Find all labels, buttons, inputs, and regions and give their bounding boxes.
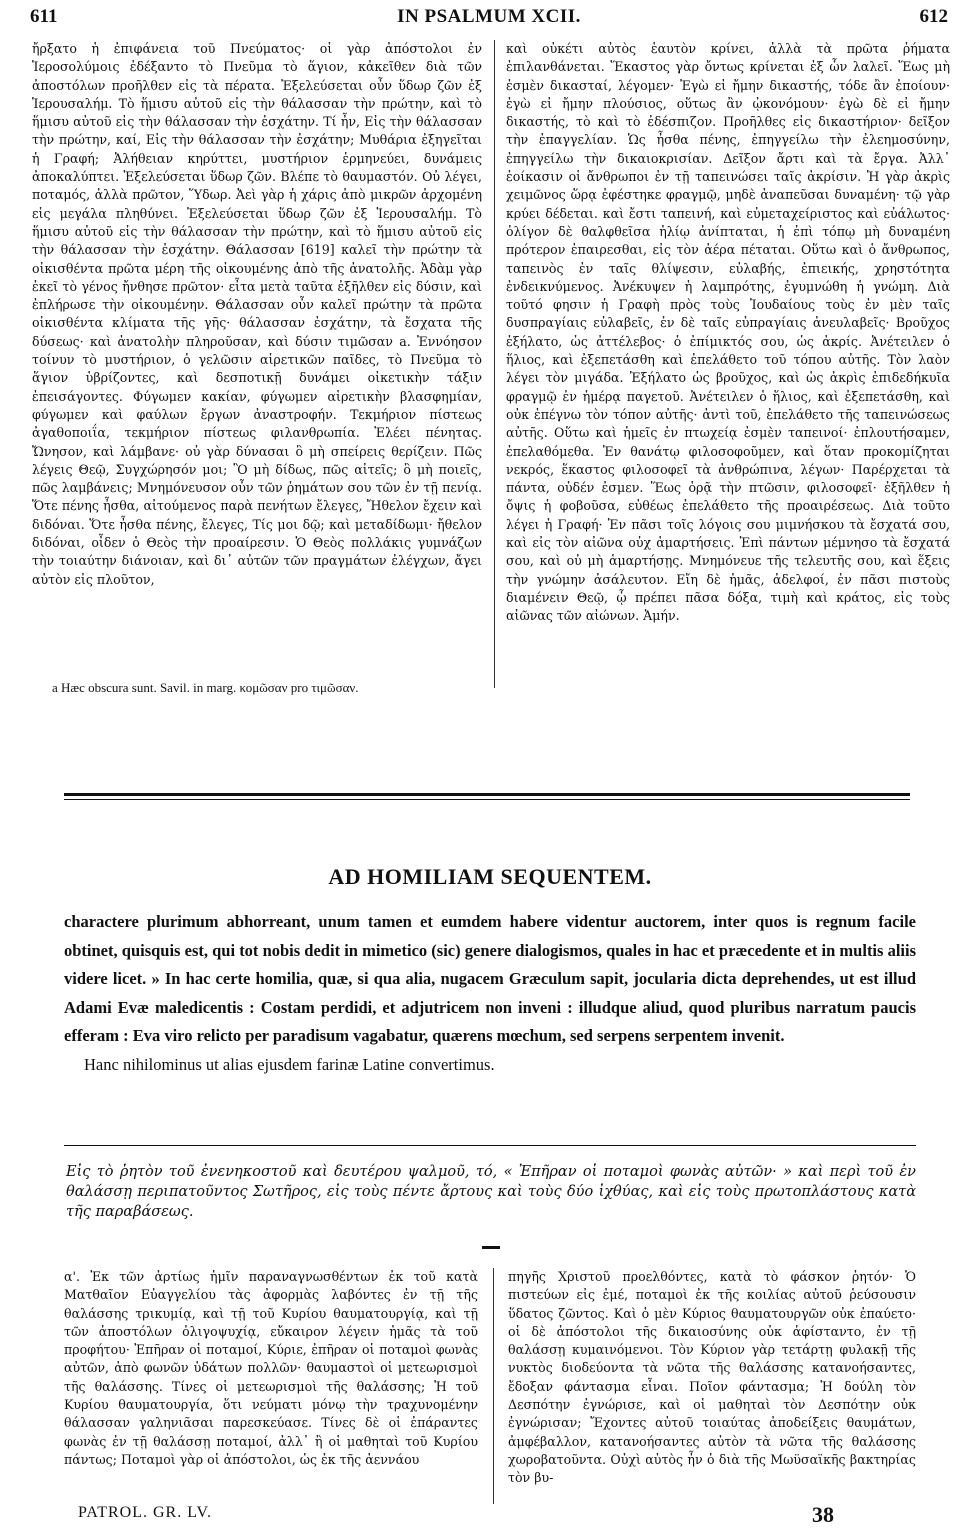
preface-text <box>64 908 916 1080</box>
top-left-column <box>32 40 482 589</box>
bottom-right-text: πηγῆς Χριστοῦ προελθόντες, κατὰ τὸ φάσκον ῥητόν· Ὁ πιστεύων εἰς ἐμέ, ποταμοὶ ἐκ τῆς κοιλίας αὐτοῦ ῥεύσουσιν ὕδατος ζῶντος. Καὶ ὁ μὲν Κύριος θαυματουργῶν οὐκ ἐπαύετο· οἱ δὲ ἀπόστολοι τῆς δικαιοσύνης οὐκ ἀφίσταντο, ἐν τῇ θαλάσσῃ κυμαινόμενοι. Τὸν Κύριον γὰρ τετάρτῃ φυλακῇ τῆς νυκτὸς διοδεύοντα τὰ νῶτα τῆς θαλάσσης κατανοήσαντες, ἔδοξαν φάντασμα εἶναι. Ποῖον φάντασμα; Ἡ δούλη τὸν Δεσπότην ἐγνώρισε, καὶ οἱ μαθηταὶ τὸν Δεσπότην οὐκ ἐγνώρισαν; Ἔχοντες αὐτοῦ τοιαύτας ἀποδείξεις θαυμάτων, ἀμφέβαλλον, κατανοήσαντες αὐτὸν τὰ νῶτα τῆς θαλάσσης χωροβατοῦντα. Οὐχὶ αὐτὸς ἦν ὁ διὰ τῆς Μωϋσαϊκῆς βακτηρίας τὸν βυ- <box>508 1269 916 1486</box>
homily-title: Εἰς τὸ ῥητὸν τοῦ ἐνενηκοστοῦ καὶ δευτέρου ψαλμοῦ, τό, « Ἐπῆραν οἱ ποταμοὶ φωνὰς αὐτῶν· » καὶ περὶ τοῦ ἐν θαλάσσῃ περιπατοῦντος Σωτῆρος, εἰς τοὺς πέντε ἄρτους καὶ τοὺς δύο ἰχθύας, καὶ εἰς τοὺς πρωτοπλάστους κατὰ τῆς παραβάσεως. <box>66 1164 916 1220</box>
title-dash <box>482 1246 500 1249</box>
running-head <box>30 6 948 30</box>
double-rule-top <box>64 793 910 796</box>
preface-paragraph-2: Hanc nihilominus ut alias ejusdem farinæ Latine convertimus. <box>84 1054 495 1074</box>
sheet-number: 38 <box>812 1502 834 1527</box>
footnote: a Hæc obscura sunt. Savil. in marg. κομῶσαν pro τιμῶσαν. <box>52 680 359 695</box>
bottom-right-column <box>508 1268 916 1488</box>
bottom-left-text: α'. Ἐκ τῶν ἀρτίως ἡμῖν παραναγνωσθέντων ἐκ τοῦ κατὰ Ματθαῖον Εὐαγγελίου τὰς ἀφορμὰς λαβόντες ἐν τῇ τῆς θαλάσσης τρικυμίᾳ, καὶ τῇ τοῦ Κυρίου θαυματουργίᾳ, καὶ τῇ τῶν ἀποστόλων ὀλιγοψυχίᾳ, εὔκαιρον λέγειν ἡμᾶς τὰ τοῦ προφήτου· Ἐπῆραν οἱ ποταμοί, Κύριε, ἐπῆραν οἱ ποταμοὶ φωνὰς αὐτῶν, ἀπὸ φωνῶν ὑδάτων πολλῶν· θαυμαστοὶ οἱ μετεωρισμοὶ τῆς θαλάσσης. Τίνες οἱ μετεωρισμοὶ τῆς θαλάσσης; Ἡ τοῦ Κυρίου θαυματουργία, ὅτι νεύματι μόνῳ τὴν τραχυνομένην θάλασσαν γαληνιᾶσαι παρεσκεύασε. Τίνες δὲ οἱ ἐπάραντες φωνὰς ἐν τῇ θαλάσσῃ ποταμοί, ἀλλ᾽ ἢ οἱ μαθηταὶ τοῦ Κυρίου πάντως; Ποταμοὶ γὰρ οἱ ἀπόστολοι, ὡς ἐκ τῆς ἀεννάου <box>64 1269 478 1467</box>
top-right-text: καὶ οὐκέτι αὐτὸς ἑαυτὸν κρίνει, ἀλλὰ τὰ πρῶτα ῥήματα ἐπιλανθάνεται. Ἕκαστος γὰρ ὄντως κρίνεται ἐξ ὧν λαλεῖ. Ἕως μὴ ἐσμὲν δικασταί, λέγομεν· Ἐγὼ εἰ ἤμην δικαστής, τόδε ἂν ἐποίουν· ἐγὼ εἰ ἤμην πλούσιος, οὕτως ἂν ᾠκονόμουν· ἐγὼ δὲ εἰ ἤμην δικαστής, τὸ καὶ τὸ ἐδέσπιζον. Προῆλθες εἰς δικαστήριον· δεῖξον τὴν ἐπαγγελίαν. Ὡς ἦσθα πένης, ἐπηγγείλω τὴν ἐλεημοσύνην, ἐπηγγείλω τὴν δικαιοκρισίαν. Δεῖξον ἄρτι καὶ τὰ ἔργα. Ἀλλ᾽ ἐοίκασιν οἱ ἄνθρωποι ἐν τῇ ταπεινώσει ταῖς ἀκρίσιν. Ἡ γὰρ ἀκρὶς χειμῶνος ὥρᾳ ἐφέστηκε φραγμῷ, μηδὲ ἀναπεῦσαι δυναμένη· τῷ γὰρ κρύει δέδεται. καὶ ἔστι ταπεινή, καὶ εὐμεταχείριστος καὶ εὐάλωτος· ὀλίγον δὲ θαλφθεῖσα ἡλίῳ ἀνίπταται, ἡ ἐπὶ τόπῳ μὴ δυναμένη πρότερον ἐπαιρεσθαι, εἰς τὸν ἀέρα πέταται. Οὕτω καὶ ὁ ἄνθρωπος, ταπεινὸς ἐν ταῖς θλίψεσιν, εὐλαβής, ἐπιεικής, χρηστότητα ἐνδεικνύμενος. Ἀνέκυψεν ἡ λαμπρότης, ἐγυμνώθη ἡ γνώμη. Διὰ τοῦτό φησιν ἡ Γραφὴ πρὸς τοὺς Ἰουδαίους τοὺς ἐν μὲν ταῖς δυσπραγίαις εὐλαβεῖς, ἐν δὲ ταῖς εὐπραγίαις ἀνευλαβεῖς· Βροῦχος ἐξήλατο, ὡς ἀττέλεβος· ὁ ἐπίμικτός σου, ὡς ἀκρίς. Ἀνέτειλεν ὁ ἥλιος, καὶ ἐξεπετάσθη καὶ ἐπελάθετο τοῦ τόπου αὐτῆς. Τὸν λαὸν λέγει τὸν μιγάδα. Ἐξήλατο ὡς βροῦχος, καὶ ὡς ἀκρὶς ἐπιδεδήκυῖα φραγμῷ ἐν ἡμέρᾳ παγετοῦ. Ἀνέτειλεν ὁ ἥλιος, καὶ ἐξεπετάσθη, καὶ οὐκ ἐπέγνω τὸν τόπον αὐτῆς· ἀντὶ τοῦ, ἐπελάθετο τῆς ταπεινώσεως αὐτῆς. Οὕτω καὶ ἡμεῖς ἐν πτωχείᾳ ἐσμὲν ταπεινοί· ἐπλουτήσαμεν, ἐπελαθόμεθα. Ἐν θανάτῳ φιλοσοφοῦμεν, καὶ ὅταν προκομίζηται νεκρός, ἕκαστος φιλοσοφεῖ τὰ ἀνθρώπινα, λέγων· Παρέρχεται τὰ πάντα, οὐδέν ἐσμεν. Ἕως ὁρᾷ τὴν πτῶσιν, φιλοσοφεῖ· ἐξῆλθεν ἡ ὄψις ἡ φοβοῦσα, εὐθέως ἐπελάθετο τῆς προαιρέσεως. Διὰ τοῦτο λέγει ἡ Γραφή· Ἐν πᾶσι τοῖς λόγοις σου μιμνήσκου τὰ ἔσχατά σου, καὶ εἰς τὸν αἰῶνα οὐχ ἁμαρτήσεις. Ἐπὶ πάντων μέμνησο τὰ ἔσχατά σου, καὶ οὐ μὴ ἁμαρτήσῃς. Μνημόνευε τῆς τελευτῆς σου, καὶ ἕξεις τὴν γνώμην ἀσάλευτον. Εἴη δὲ ἡμᾶς, ἀδελφοί, ἐν πᾶσι πιστοὺς διαμένειν Θεῷ, ᾧ πρέπει πᾶσα δόξα, τιμὴ καὶ κράτος, εἰς τοὺς αἰῶνας τῶν αἰώνων. Ἀμήν. <box>506 41 950 624</box>
column-divider <box>494 40 495 688</box>
section-rule <box>64 1145 916 1146</box>
page-number-left: 611 <box>30 6 58 27</box>
signature-mark: PATROL. GR. LV. <box>78 1504 213 1521</box>
column-divider-bottom <box>493 1268 494 1504</box>
page-number-right: 612 <box>919 6 948 27</box>
top-left-text: ἤρξατο ἡ ἐπιφάνεια τοῦ Πνεύματος· οἱ γὰρ ἀπόστολοι ἐν Ἱεροσολύμοις ἐδέξαντο τὸ Πνεῦμα τὸ ἅγιον, κἀκεῖθεν διὰ τῶν ἀποστόλων προῆλθεν εἰς τὰ πέρατα. Ἐξελεύσεται οὖν ὕδωρ ζῶν ἐξ Ἱερουσαλήμ. Τὸ ἥμισυ αὐτοῦ εἰς τὴν θάλασσαν τὴν πρώτην, καὶ τὸ ἥμισυ αὐτοῦ εἰς τὴν θάλασσαν τὴν ἐσχάτην. Τί ἦν, Εἰς τὴν θάλασσαν τὴν πρώτην, καί, Εἰς τὴν θάλασσαν τὴν ἐσχάτην; Μυθάρια ἐξηγεῖται ἡ Γραφή; Ἀλήθειαν κηρύττει, μυστήριον ἑρμηνεύει, δυνάμεις ἀποκαλύπτει. Ἐξελεύσεται ὕδωρ ζῶν. Βλέπε τὸ θαυμαστόν. Οὐ λέγει, ποταμός, ἀλλὰ πρῶτον, Ὕδωρ. Ἀεὶ γὰρ ἡ χάρις ἀπὸ μικρῶν ἀρχομένη εἰς μεγάλα πληθύνει. Ἐξελεύσεται ὕδωρ ζῶν ἐξ Ἱερουσαλήμ. Τὸ ἥμισυ αὐτοῦ εἰς τὴν θάλασσαν τὴν πρώτην, καὶ τὸ ἥμισυ αὐτοῦ εἰς τὴν θάλασσαν τὴν ἐσχάτην. Θάλασσαν [619] καλεῖ τὴν πρώτην τὰ οἰκισθέντα πρῶτα μέρη τῆς οἰκουμένης ἀπὸ τῆς ἀνατολῆς. Ἀδὰμ γὰρ ἐκεῖ τὸ γένος ἤνθησε πρῶτον· εἶτα μετὰ ταῦτα ἐξῆλθεν εἰς δύσιν, καὶ ἐπλήρωσε τὴν οἰκουμένην. Θάλασσαν οὖν καλεῖ πρώτην τὰ πρῶτα οἰκισθέντα κλίματα τῆς γῆς· θάλασσαν ἐσχάτην, τὰ ἔσχατα τῆς δύσεως· καὶ ἀνατολὴν πληροῦσαν, καὶ δύσιν τιμῶσαν a. Ἐννόησον τοίνυν τὸ μυστήριον, ὁ γελῶσιν αἱρετικῶν παῖδες, τὸ Πνεῦμα τὸ ἅγιον ὑβρίζοντες, καὶ δεσποτικῇ δυνάμει οἰκετικὴν τάξιν ἐπεισάγοντες. Φύγωμεν κακίαν, φύγωμεν αἱρετικὴν βλασφημίαν, φύγωμεν καὶ φαύλων ἔργων ἀναστροφήν. Τεκμήριον πίστεως ἀγαθοποιΐα, τεκμήριον πίστεως φιλανθρωπία. Ἐλέει πένητας. Ὤνησον, καὶ λάμβανε· οὐ γὰρ δύνασαι ὃ μὴ σπείρεις θερίζειν. Πῶς λέγεις Θεῷ, Συγχώρησόν μοι; Ὃ μὴ δίδως, πῶς αἰτεῖς; ὃ μὴ ποιεῖς, πῶς λαμβάνεις; Μνημόνευσον οὖν τῶν ῥημάτων σου τῶν ἐν τῇ πενίᾳ. Ὅτε πένης ἦσθα, αἰτούμενος παρὰ πενήτων ἔλεγες, Ἤθελον ἔχειν καὶ διδόναι. Ὅτε ἦσθα πένης, ἔλεγες, Τίς μοι δῷ; καὶ μεταδίδωμι· ἤθελον διδόναι, οἶδεν ὁ Θεὸς τὴν προαίρεσιν. Ὁ Θεὸς πολλάκις γυμνάζων τὴν τοιαύτην διάνοιαν, καὶ δι᾽ αὐτῶν τῶν πραγμάτων ἐλέγχων, ἄγει αὐτὸν εἰς πλοῦτον, <box>32 41 482 587</box>
running-title: IN PSALMUM XCII. <box>397 6 581 27</box>
preface-title: AD HOMILIAM SEQUENTEM. <box>328 864 652 889</box>
top-right-column <box>506 40 950 626</box>
bottom-left-column <box>64 1268 478 1469</box>
double-rule-bottom <box>64 799 910 800</box>
preface-paragraph-1: charactere plurimum abhorreant, unum tamen et eumdem habere videntur auctorem, inter quos is regnum facile obtinet, quisquis est, qui tot nobis dedit in mimetico (sic) genere dialogismos, quales in hac et præcedente et in multis aliis videre licet. » In hac certe homilia, quæ, si qua alia, nugacem Græculum sapit, jocularia dicta deprehendes, ut est illud Adami Evæ maledicentis : Costam perdidi, et adjutricem non inveni : illudque aliud, quod pluribus narratum paucis efferam : Eva viro relicto per paradisum vagabatur, quærens mœchum, sed serpens serpentem invenit. <box>64 912 916 1046</box>
